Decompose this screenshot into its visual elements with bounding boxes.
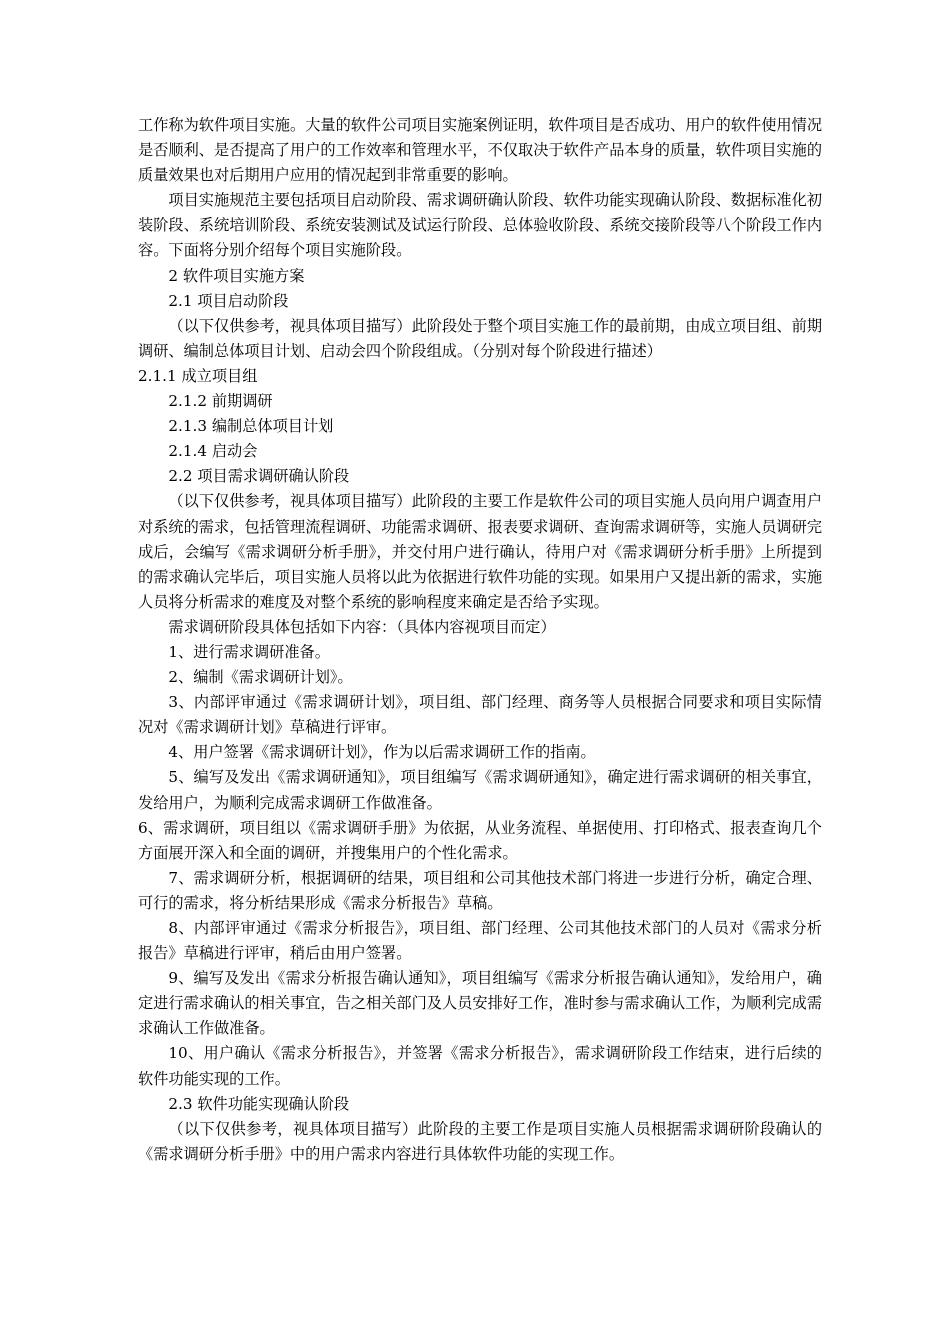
list-item-4: 4、用户签署《需求调研计划》，作为以后需求调研工作的指南。 <box>168 743 596 762</box>
paragraph-function-phase: （以下仅供参考，视具体项目描写）此阶段的主要工作是项目实施人员根据需求调研阶段确认的《需求调研分析手册》中的用户需求内容进行具体软件功能的实现工作。 <box>138 1119 822 1163</box>
heading-section-2: 2 软件项目实施方案 <box>168 266 305 285</box>
paragraph-intro: 工作称为软件项目实施。大量的软件公司项目实施案例证明，软件项目是否成功、用户的软件使用情况是否顺利、是否提高了用户的工作效率和管理水平，不仅取决于软件产品本身的质量，软件项目实施的质量效果也对后期用户应用的情况起到非常重要的影响。 <box>138 116 822 185</box>
heading-section-2-1-2: 2.1.2 前期调研 <box>168 392 273 411</box>
heading-section-2-2: 2.2 项目需求调研确认阶段 <box>168 467 350 486</box>
document-page <box>138 113 822 1167</box>
heading-section-2-3: 2.3 软件功能实现确认阶段 <box>168 1094 350 1113</box>
paragraph-startup-phase: （以下仅供参考，视具体项目描写）此阶段处于整个项目实施工作的最前期，由成立项目组、前期调研、编制总体项目计划、启动会四个阶段组成。（分别对每个阶段进行描述） <box>138 316 822 360</box>
heading-section-2-1: 2.1 项目启动阶段 <box>168 291 289 310</box>
list-item-9: 9、编写及发出《需求分析报告确认通知》，项目组编写《需求分析报告确认通知》，发给用户，确定进行需求确认的相关事宜，告之相关部门及人员安排好工作，准时参与需求确认工作，为顺利完成需求确认工作做准备。 <box>138 969 822 1038</box>
list-item-5: 5、编写及发出《需求调研通知》，项目组编写《需求调研通知》，确定进行需求调研的相关事宜，发给用户，为顺利完成需求调研工作做准备。 <box>138 768 822 812</box>
paragraph-requirements-contents: 需求调研阶段具体包括如下内容：（具体内容视项目而定） <box>168 617 556 636</box>
list-item-6: 6、需求调研，项目组以《需求调研手册》为依据，从业务流程、单据使用、打印格式、报表查询几个方面展开深入和全面的调研，并搜集用户的个性化需求。 <box>138 818 822 862</box>
paragraph-requirements-phase: （以下仅供参考，视具体项目描写）此阶段的主要工作是软件公司的项目实施人员向用户调查用户对系统的需求，包括管理流程调研、功能需求调研、报表要求调研、查询需求调研等，实施人员调研完成后，会编写《需求调研分析手册》，并交付用户进行确认，待用户对《需求调研分析手册》上所提到的需求确认完毕后，项目实施人员将以此为依据进行软件功能的实现。如果用户又提出新的需求，实施人员将分析需求的难度及对整个系统的影响程度来确定是否给予实现。 <box>138 492 822 611</box>
list-item-7: 7、需求调研分析，根据调研的结果，项目组和公司其他技术部门将进一步进行分析，确定合理、可行的需求，将分析结果形成《需求分析报告》草稿。 <box>138 868 822 912</box>
list-item-2: 2、编制《需求调研计划》。 <box>168 668 353 687</box>
heading-section-2-1-1: 2.1.1 成立项目组 <box>138 366 258 385</box>
heading-section-2-1-4: 2.1.4 启动会 <box>168 442 258 461</box>
list-item-3: 3、内部评审通过《需求调研计划》，项目组、部门经理、商务等人员根据合同要求和项目实际情况对《需求调研计划》草稿进行评审。 <box>138 693 822 737</box>
heading-section-2-1-3: 2.1.3 编制总体项目计划 <box>168 417 334 436</box>
list-item-10: 10、用户确认《需求分析报告》，并签署《需求分析报告》，需求调研阶段工作结束，进行后续的软件功能实现的工作。 <box>138 1044 822 1088</box>
list-item-1: 1、进行需求调研准备。 <box>168 642 330 661</box>
paragraph-scope: 项目实施规范主要包括项目启动阶段、需求调研确认阶段、软件功能实现确认阶段、数据标准化初装阶段、系统培训阶段、系统安装测试及试运行阶段、总体验收阶段、系统交接阶段等八个阶段工作内容。下面将分别介绍每个项目实施阶段。 <box>138 191 822 260</box>
list-item-8: 8、内部评审通过《需求分析报告》，项目组、部门经理、公司其他技术部门的人员对《需求分析报告》草稿进行评审，稍后由用户签署。 <box>138 919 822 963</box>
